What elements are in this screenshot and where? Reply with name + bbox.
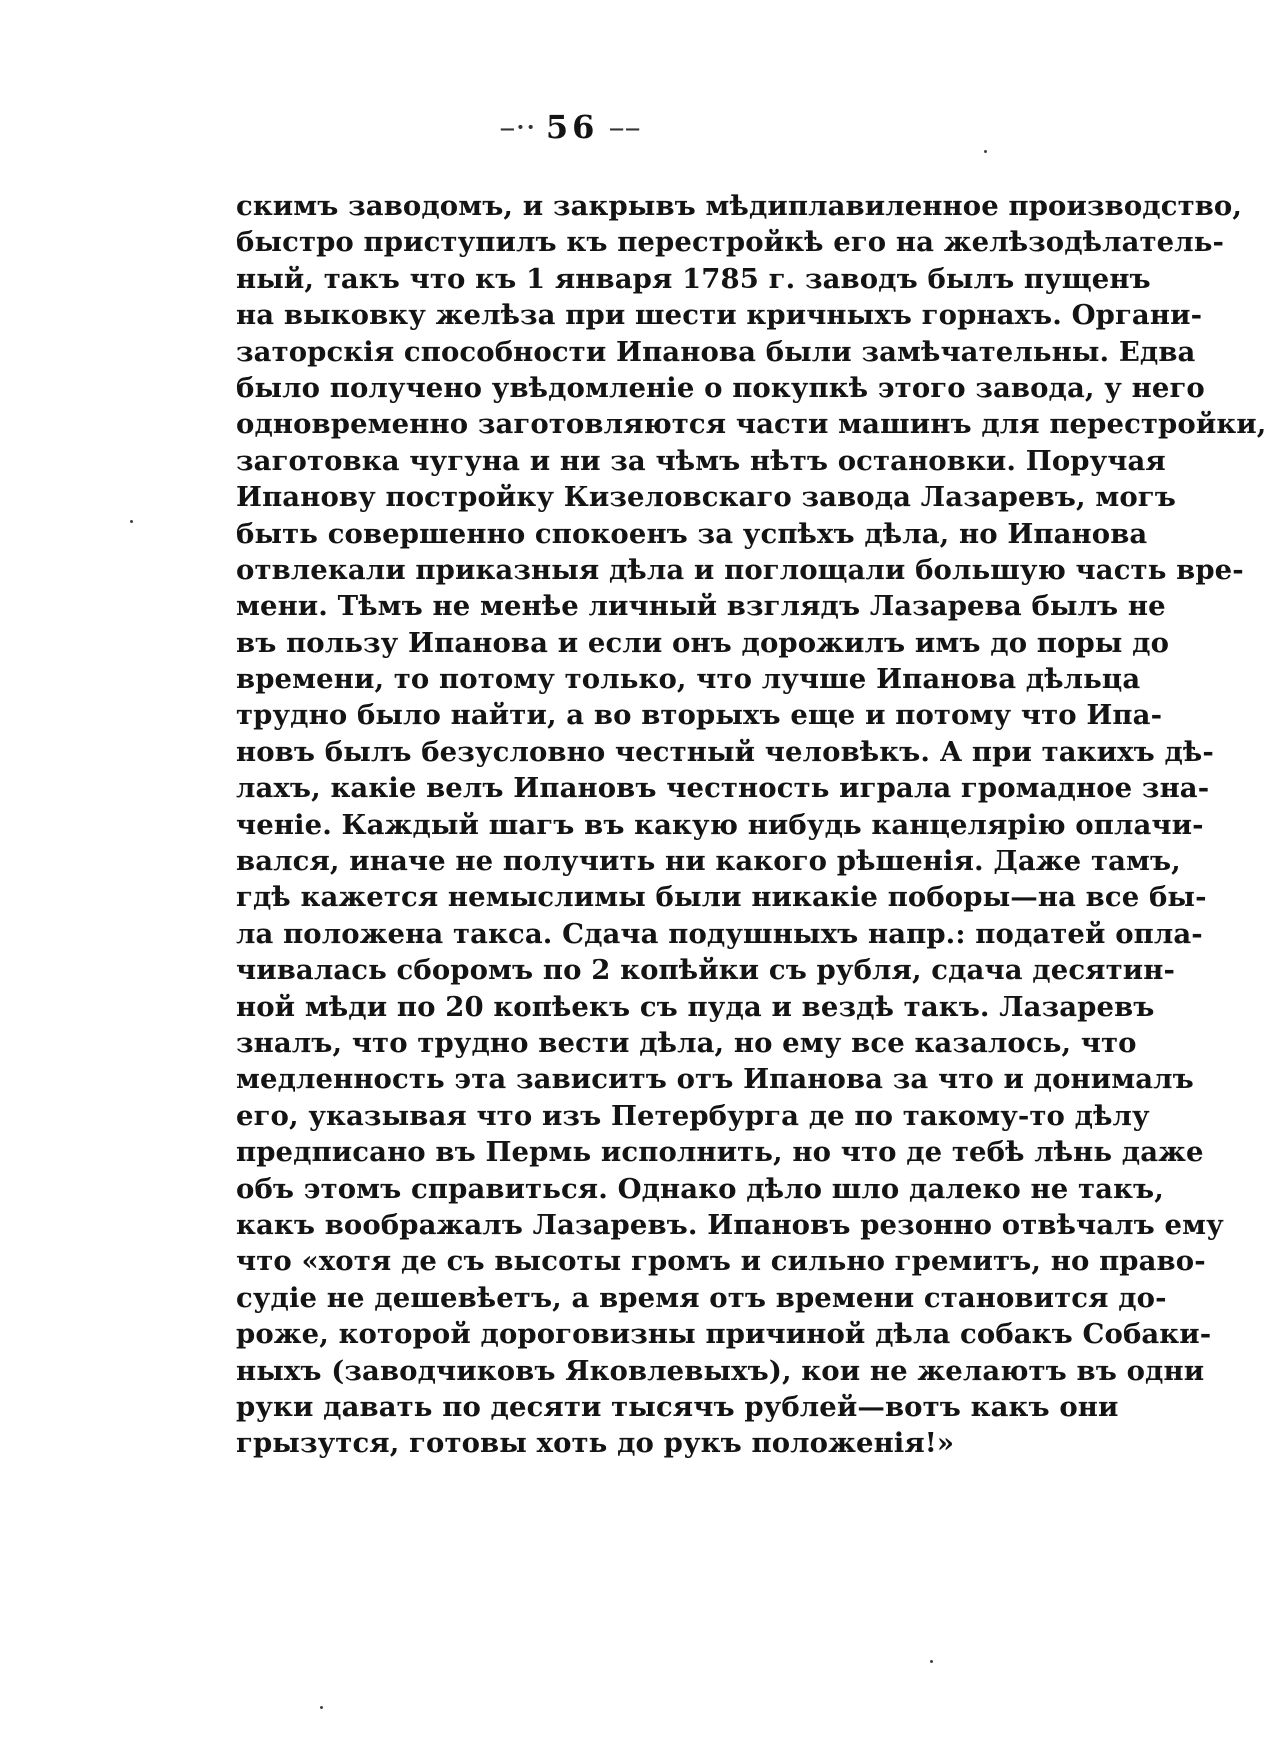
text-line: ной мѣди по 20 копѣекъ съ пуда и вездѣ такъ. Лазаревъ: [236, 990, 1155, 1023]
text-line: на выковку желѣза при шести кричныхъ горнахъ. Органи-: [236, 299, 1203, 332]
text-line: медленность эта зависитъ отъ Ипанова за что и донималъ: [236, 1063, 1194, 1096]
print-speck: [130, 520, 133, 523]
page-number: [0, 108, 1140, 146]
page-number-dash-right: ––: [598, 108, 641, 146]
text-line: зналъ, что трудно вести дѣла, но ему все казалось, что: [236, 1026, 1137, 1059]
page-number-value: 56: [545, 108, 599, 146]
text-line: времени, то потому только, что лучше Ипанова дѣльца: [236, 663, 1141, 696]
body-text: [236, 188, 1266, 1462]
text-line: грызутся, готовы хоть до рукъ положенія!»: [236, 1427, 955, 1460]
text-line: Ипанову постройку Кизеловскаго завода Лазаревъ, могъ: [236, 481, 1176, 514]
text-line: судіе не дешевѣетъ, а время отъ времени становится до-: [236, 1281, 1167, 1314]
text-line: скимъ заводомъ, и закрывъ мѣдиплавиленное производство,: [236, 190, 1243, 222]
text-line: новъ былъ безусловно честный человѣкъ. А при такихъ дѣ-: [236, 735, 1214, 768]
text-line: вался, иначе не получить ни какого рѣшенія. Даже тамъ,: [236, 845, 1181, 878]
text-line: ченіе. Каждый шагъ въ какую нибудь канцелярію оплачи-: [236, 808, 1204, 841]
text-line: заторскія способности Ипанова были замѣчательны. Едва: [236, 335, 1196, 368]
text-line: заготовка чугуна и ни за чѣмъ нѣтъ остановки. Поручая: [236, 444, 1166, 477]
text-line: лахъ, какіе велъ Ипановъ честность играла громадное зна-: [236, 772, 1210, 805]
text-line: предписано въ Пермь исполнить, но что де тебѣ лѣнь даже: [236, 1136, 1204, 1169]
text-line: быть совершенно спокоенъ за успѣхъ дѣла, но Ипанова: [236, 517, 1148, 550]
text-line: роже, которой дороговизны причиной дѣла собакъ Собаки-: [236, 1318, 1212, 1351]
print-speck: [320, 1706, 323, 1709]
text-line: его, указывая что изъ Петербурга де по такому-то дѣлу: [236, 1099, 1150, 1132]
text-line: одновременно заготовляются части машинъ для перестройки,: [236, 408, 1266, 441]
text-line: ныхъ (заводчиковъ Яковлевыхъ), кои не желаютъ въ одни: [236, 1354, 1205, 1387]
text-line: мени. Тѣмъ не менѣе личный взглядъ Лазарева былъ не: [236, 590, 1166, 623]
text-line: что «хотя де съ высоты громъ и сильно гремитъ, но право-: [236, 1245, 1206, 1278]
text-line: отвлекали приказныя дѣла и поглощали большую часть вре-: [236, 553, 1244, 586]
text-line: ный, такъ что къ 1 января 1785 г. заводъ былъ пущенъ: [236, 262, 1151, 295]
text-line: трудно было найти, а во вторыхъ еще и потому что Ипа-: [236, 699, 1163, 732]
text-line: было получено увѣдомленіе о покупкѣ этого завода, у него: [236, 371, 1205, 404]
text-line: руки давать по десяти тысячъ рублей—вотъ какъ они: [236, 1390, 1119, 1423]
text-line: ла положена такса. Сдача подушныхъ напр.: податей опла-: [236, 917, 1203, 950]
print-speck: [984, 150, 987, 153]
text-line: гдѣ кажется немыслимы были никакіе поборы—на все бы-: [236, 881, 1207, 914]
page-number-dash-left: –··: [499, 108, 546, 146]
text-line: чивалась сборомъ по 2 копѣйки съ рубля, сдача десятин-: [236, 954, 1175, 987]
text-line: быстро приступилъ къ перестройкѣ его на желѣзодѣлатель-: [236, 226, 1225, 259]
text-line: какъ воображалъ Лазаревъ. Ипановъ резонно отвѣчалъ ему: [236, 1208, 1224, 1241]
text-line: въ пользу Ипанова и если онъ дорожилъ имъ до поры до: [236, 626, 1170, 659]
text-line: объ этомъ справиться. Однако дѣло шло далеко не такъ,: [236, 1172, 1164, 1205]
print-speck: [930, 1660, 933, 1663]
